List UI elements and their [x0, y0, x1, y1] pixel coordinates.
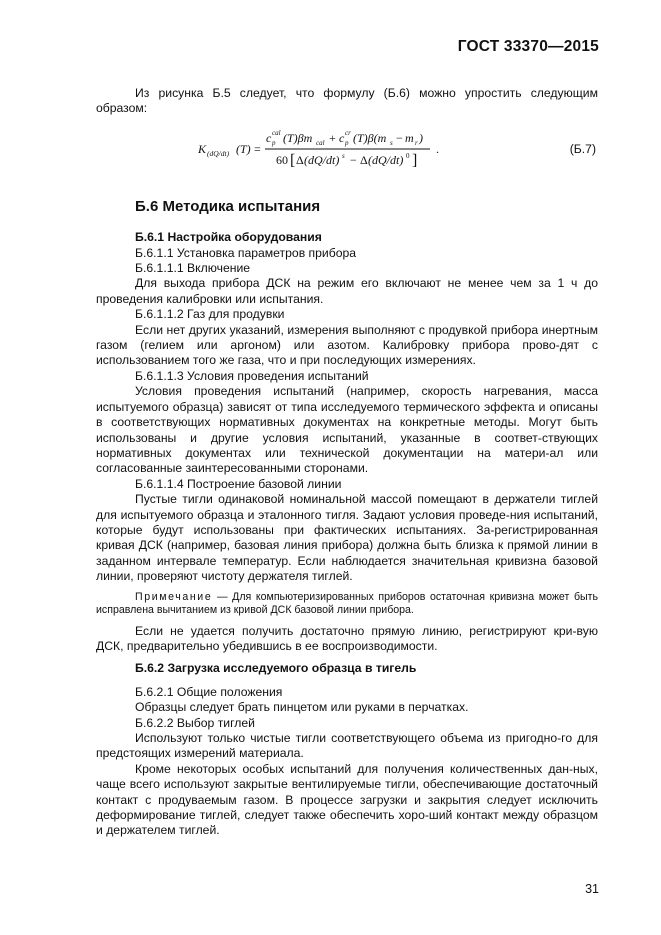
subsection-title-b62: Б.6.2 Загрузка исследуемого образца в тигель — [135, 661, 417, 676]
svg-text:−: − — [396, 130, 403, 145]
svg-text:cal: cal — [272, 128, 281, 137]
paragraph: Условия проведения испытаний (например, скорость нагревания, масса испытуемого образца) зависят от типа исследуемого термического эффекта и описаны в соответствующих нормативных документах на конкретные методы. Могут быть использованы и другие условия испытаний, указанные в соответ-ствующих нормативных документах или технической документации на матери-ал или согласованные заинтересованными сторонами. — [96, 384, 598, 476]
svg-text:0: 0 — [406, 151, 410, 160]
svg-text:[: [ — [290, 151, 296, 169]
svg-text:s: s — [342, 151, 345, 160]
standard-header: ГОСТ 33370—2015 — [457, 38, 599, 55]
svg-text:cr: cr — [345, 128, 351, 137]
paragraph: Образцы следует брать пинцетом или руками в перчатках. — [135, 700, 469, 715]
svg-text:): ) — [419, 130, 423, 145]
svg-text:p: p — [272, 138, 276, 147]
svg-text:(dQ/dt): (dQ/dt) — [207, 148, 230, 158]
clause-label: Б.6.2.2 Выбор тиглей — [135, 715, 255, 730]
svg-text:(dQ/dt): (dQ/dt) — [368, 152, 404, 167]
svg-text:60: 60 — [276, 152, 288, 167]
clause-label: Б.6.1.1.4 Построение базовой линии — [135, 476, 342, 491]
note-text: — Для компьютеризированных приборов остаточная кривизна может быть исправлена вычитанием из кривой ДСК базовой линии прибора. — [96, 590, 598, 617]
svg-text:.: . — [436, 141, 439, 156]
paragraph: Если не удается получить достаточно прямую линию, регистрируют кри-вую ДСК, предварительно убедившись в ее воспроизводимости. — [96, 623, 598, 653]
paragraph: Для выхода прибора ДСК на режим его включают не менее чем за 1 ч до проведения калибровки или испытания. — [96, 276, 598, 306]
page-body — [96, 86, 598, 839]
svg-text:r: r — [415, 138, 418, 147]
formula-number: (Б.7) — [569, 141, 596, 156]
svg-text:s: s — [390, 138, 393, 147]
intro-paragraph: Из рисунка Б.5 следует, что формулу (Б.6) можно упростить следующим образом: — [96, 86, 598, 116]
svg-text:Δ: Δ — [360, 152, 368, 167]
svg-text:p: p — [345, 138, 349, 147]
svg-text:cal: cal — [316, 138, 325, 147]
svg-text:m: m — [405, 130, 414, 145]
svg-text:(T)β(m: (T)β(m — [353, 130, 387, 145]
svg-text:c: c — [339, 130, 345, 145]
paragraph: Если нет других указаний, измерения выполняют с продувкой прибора инертным газом (гелием или аргоном) или азотом. Калибровку прибора прово-дят с использованием того же газа, что и при последующих измерениях. — [96, 322, 598, 368]
clause-label: Б.6.1.1.3 Условия проведения испытаний — [135, 368, 369, 383]
svg-text:(dQ/dt): (dQ/dt) — [304, 152, 340, 167]
svg-text:Δ: Δ — [296, 152, 304, 167]
svg-text:K: K — [198, 141, 207, 156]
svg-text:(T)βm: (T)βm — [283, 130, 313, 145]
paragraph: Кроме некоторых особых испытаний для получения количественных дан-ных, чаще всего используют закрытые вентилируемые тигли, обеспечивающие достаточный контакт с продуваемым газом. В процессе загрузки и закрытия следует исключить деформирование тиглей, следует также обеспечить хоро-ший контакт между образцом и держателем тиглей. — [96, 761, 598, 838]
note — [96, 591, 598, 618]
paragraph: Пустые тигли одинаковой номинальной массой помещают в держатели тиглей для испытуемого образца и эталонного тигля. Задают условия проведе-ния испытаний, которые будут использованы при фактических испытаниях. За-регистрированная кривая ДСК (например, базовая линия прибора) должна быть близка к прямой линии в заданном интервале температур. Если наблюдается значительная кривизна базовой линии, проверяют чистоту держателя тиглей. — [96, 492, 598, 584]
page-number: 31 — [585, 882, 599, 896]
svg-text:c: c — [266, 130, 272, 145]
svg-text:−: − — [350, 152, 357, 167]
svg-text:=: = — [254, 141, 261, 156]
clause-label: Б.6.1.1.2 Газ для продувки — [135, 307, 285, 322]
clause-label: Б.6.1.1.1 Включение — [135, 261, 251, 276]
svg-text:+: + — [329, 130, 336, 145]
formula-graphic — [198, 126, 448, 174]
clause-label: Б.6.2.1 Общие положения — [135, 684, 283, 699]
note-label: Примечание — [135, 590, 213, 603]
paragraph: Используют только чистые тигли соответствующего объема из пригодно-го для предстоящих измерений материала. — [96, 731, 598, 761]
subsection-title-b61: Б.6.1 Настройка оборудования — [135, 230, 322, 245]
section-title: Б.6 Методика испытания — [135, 197, 321, 215]
clause-label: Б.6.1.1 Установка параметров прибора — [135, 245, 357, 260]
svg-text:]: ] — [412, 151, 418, 169]
svg-text:(T): (T) — [236, 141, 251, 156]
formula-b7 — [96, 126, 598, 174]
